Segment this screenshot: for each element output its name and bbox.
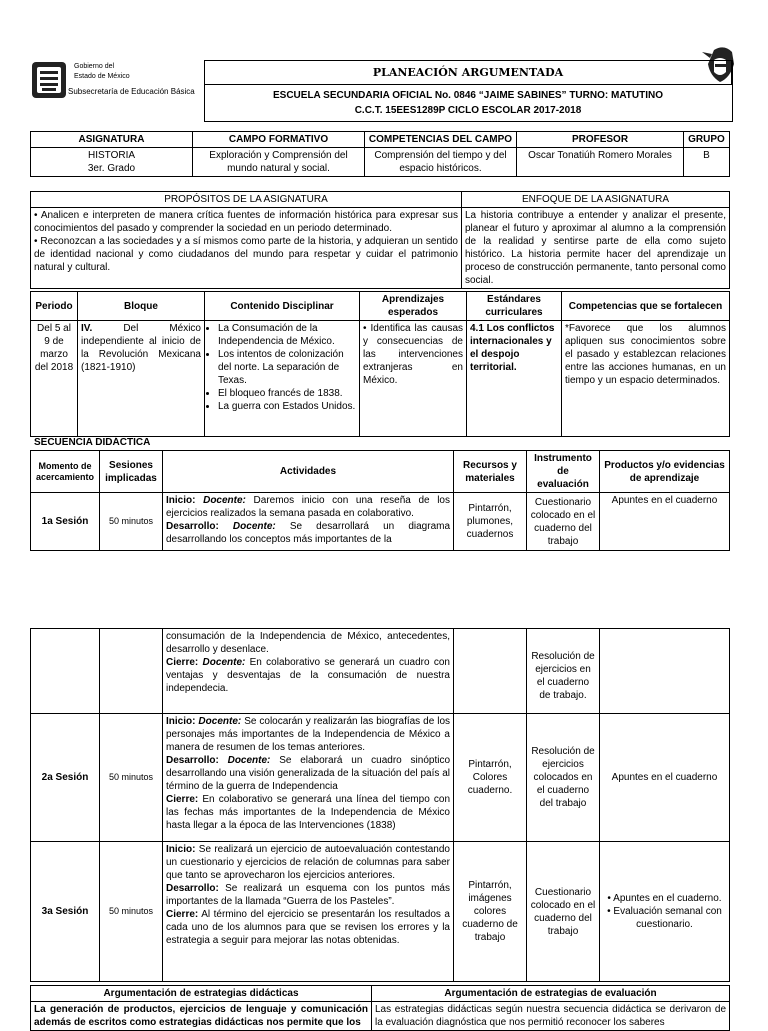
- plan-table: [30, 291, 730, 437]
- th-recursos: Recursos y materiales: [454, 451, 527, 493]
- competencias-fort-cell: *Favorece que los alumnos apliquen sus conocimientos sobre el pasado y establezcan relaciones entre las acciones humanas, en un tiempo y un espacio determinados.: [562, 321, 730, 437]
- instrumento-cell: Cuestionario colocado en el cuaderno del trabajo: [527, 842, 600, 982]
- th-bloque: Bloque: [78, 292, 205, 321]
- th-competencias: COMPETENCIAS DEL CAMPO: [365, 132, 517, 148]
- competencias-cell: Comprensión del tiempo y del espacio históricos.: [365, 148, 517, 177]
- productos-cell: [600, 629, 730, 714]
- sesiones-cell: 50 minutos: [100, 714, 163, 842]
- momento-cell: 1a Sesión: [31, 493, 100, 551]
- actividades-cell: Inicio: Docente: Daremos inicio con una reseña de los ejercicios realizados la semana pasada en colaborativo. Desarrollo: Docente: Se desarrollará un diagrama desarrollando los conceptos más importantes de la: [163, 493, 454, 551]
- subsecretaria-label: Subsecretaría de Educación Básica: [68, 87, 195, 96]
- enfoque-text: La historia contribuye a entender y analizar el presente, planear el futuro y aproximar al alumno a la comprensión de la realidad y sentirse parte de ella como sujeto histórico. La historia permite hacer del aprendizaje un proceso de construcción permanente, tanto personal como social.: [462, 208, 730, 289]
- propositos-header: PROPÓSITOS DE LA ASIGNATURA: [31, 192, 462, 208]
- th-contenido: Contenido Disciplinar: [205, 292, 360, 321]
- productos-cell: Apuntes en el cuaderno: [600, 714, 730, 842]
- actividades-cell: Inicio: Docente: Se colocarán y realizarán las biografías de los personajes más importantes de la Independencia de México a manera de resumen de los temas anteriores. Desarrollo: Docente: Se elaborará un cuadro sinóptico desarrollando una visión generalizada de la situación del país al término de la guerra de Independencia Cierre: En colaborativo se generará una línea del tiempo con las fechas más importantes de la Independencia de México hasta llegar a la época de las Intervenciones (1838): [163, 714, 454, 842]
- actividades-cell: Inicio: Se realizará un ejercicio de autoevaluación contestando un cuestionario y ejercicios de relación de columnas para saber que tanto se aprovecharon los ejercicios anteriores. Desarrollo: Se realizará un esquema con los puntos más importantes de la llamada “Guerra de los Pasteles”. Cierre: Al término del ejercicio se presentarán los resultados a cada uno de los alumnos para que se revisen los errores y la estrategia a seguir para mejorar las notas obtenidas.: [163, 842, 454, 982]
- enfoque-header: ENFOQUE DE LA ASIGNATURA: [462, 192, 730, 208]
- instrumento-cell: Resolución de ejercicios en el cuaderno de trabajo.: [527, 629, 600, 714]
- recursos-cell: [454, 629, 527, 714]
- recursos-cell: Pintarrón, Colores cuaderno.: [454, 714, 527, 842]
- th-actividades: Actividades: [163, 451, 454, 493]
- grupo-cell: B: [684, 148, 730, 177]
- contenido-cell: [205, 321, 360, 437]
- th-competencias-fort: Competencias que se fortalecen: [562, 292, 730, 321]
- state-seal-logo: [30, 60, 68, 100]
- th-instrumento: Instrumento de evaluación: [527, 451, 600, 493]
- profesor-cell: Oscar Tonatiúh Romero Morales: [517, 148, 684, 177]
- contenido-item: • La guerra con Estados Unidos.: [218, 400, 356, 413]
- info-table: [30, 131, 730, 177]
- secuencia-table: [30, 450, 730, 551]
- propositos-text: • Analicen e interpreten de manera crítica fuentes de información histórica para expresar sus conocimientos del pasado y comprender la sociedad en un periodo determinado. • Reconozcan a las sociedades y a sí mismos como parte de la historia, y adquieran un sentido de identidad nacional y como ciudadanos del mundo para respetar y cuidar el patrimonio natural y cultural.: [31, 208, 462, 289]
- arg-evaluacion-text: Las estrategias didácticas según nuestra secuencia didáctica se derivaron de la evaluación diagnóstica que nos permitió reconocer los saberes: [372, 1002, 730, 1031]
- th-momento: Momento de acercamiento: [31, 451, 100, 493]
- th-grupo: GRUPO: [684, 132, 730, 148]
- secuencia-title: SECUENCIA DIDÁCTICA: [34, 437, 151, 448]
- contenido-item: • Los intentos de colonización del norte. La separación de Texas.: [218, 348, 356, 387]
- th-periodo: Periodo: [31, 292, 78, 321]
- propositos-table: [30, 191, 730, 289]
- cct-line: C.C.T. 15EES1289P CICLO ESCOLAR 2017-2018: [354, 105, 582, 116]
- contenido-item: • La Consumación de la Independencia de México.: [218, 322, 356, 348]
- instrumento-cell: Cuestionario colocado en el cuaderno del trabajo: [527, 493, 600, 551]
- arg-didacticas-header: Argumentación de estrategias didácticas: [31, 986, 372, 1002]
- school-line: ESCUELA SECUNDARIA OFICIAL No. 0846 “JAIME SABINES” TURNO: MATUTINO: [272, 90, 664, 101]
- asignatura-cell: HISTORIA 3er. Grado: [31, 148, 193, 177]
- momento-cell: 3a Sesión: [31, 842, 100, 982]
- instrumento-cell: Resolución de ejercicios colocados en el cuaderno del trabajo: [527, 714, 600, 842]
- page-break-gap: [0, 566, 768, 628]
- argumentacion-table: [30, 985, 730, 1031]
- th-asignatura: ASIGNATURA: [31, 132, 193, 148]
- contenido-item: • El bloqueo francés de 1838.: [218, 387, 356, 400]
- sesiones-cell: 50 minutos: [100, 842, 163, 982]
- estandares-cell: 4.1 Los conflictos internacionales y el despojo territorial.: [467, 321, 562, 437]
- th-sesiones: Sesiones implicadas: [100, 451, 163, 493]
- th-productos: Productos y/o evidencias de aprendizaje: [600, 451, 730, 493]
- th-estandares: Estándares curriculares: [467, 292, 562, 321]
- productos-cell: • Apuntes en el cuaderno. • Evaluación semanal con cuestionario.: [600, 842, 730, 982]
- th-campo: CAMPO FORMATIVO: [193, 132, 365, 148]
- th-profesor: PROFESOR: [517, 132, 684, 148]
- bloque-cell: IV. Del México independiente al inicio de la Revolución Mexicana (1821-1910): [78, 321, 205, 437]
- recursos-cell: Pintarrón, plumones, cuadernos: [454, 493, 527, 551]
- actividades-cell: consumación de la Independencia de México, antecedentes, desarrollo y desenlace. Cierre: Docente: En colaborativo se generará un cuadro con ventajas y desventajas de la consumación de nuestra independecia.: [163, 629, 454, 714]
- page-title: PLANEACIÓN ARGUMENTADA: [205, 61, 732, 85]
- periodo-cell: Del 5 al 9 de marzo del 2018: [31, 321, 78, 437]
- gov-name: Gobierno del Estado de México: [74, 63, 130, 80]
- momento-cell: [31, 629, 100, 714]
- aprendizajes-cell: • Identifica las causas y consecuencias de las intervenciones extranjeras en México.: [360, 321, 467, 437]
- arg-evaluacion-header: Argumentación de estrategias de evaluación: [372, 986, 730, 1002]
- productos-cell: Apuntes en el cuaderno: [600, 493, 730, 551]
- momento-cell: 2a Sesión: [31, 714, 100, 842]
- sesiones-cell: 50 minutos: [100, 493, 163, 551]
- recursos-cell: Pintarrón, imágenes colores cuaderno de trabajo: [454, 842, 527, 982]
- th-aprendizajes: Aprendizajes esperados: [360, 292, 467, 321]
- arg-didacticas-text: La generación de productos, ejercicios de lenguaje y comunicación además de escritos como estrategias didácticas nos permite que los: [31, 1002, 372, 1031]
- title-table: [204, 60, 732, 118]
- secuencia-table-continued: [30, 628, 730, 982]
- campo-cell: Exploración y Comprensión del mundo natural y social.: [193, 148, 365, 177]
- sesiones-cell: [100, 629, 163, 714]
